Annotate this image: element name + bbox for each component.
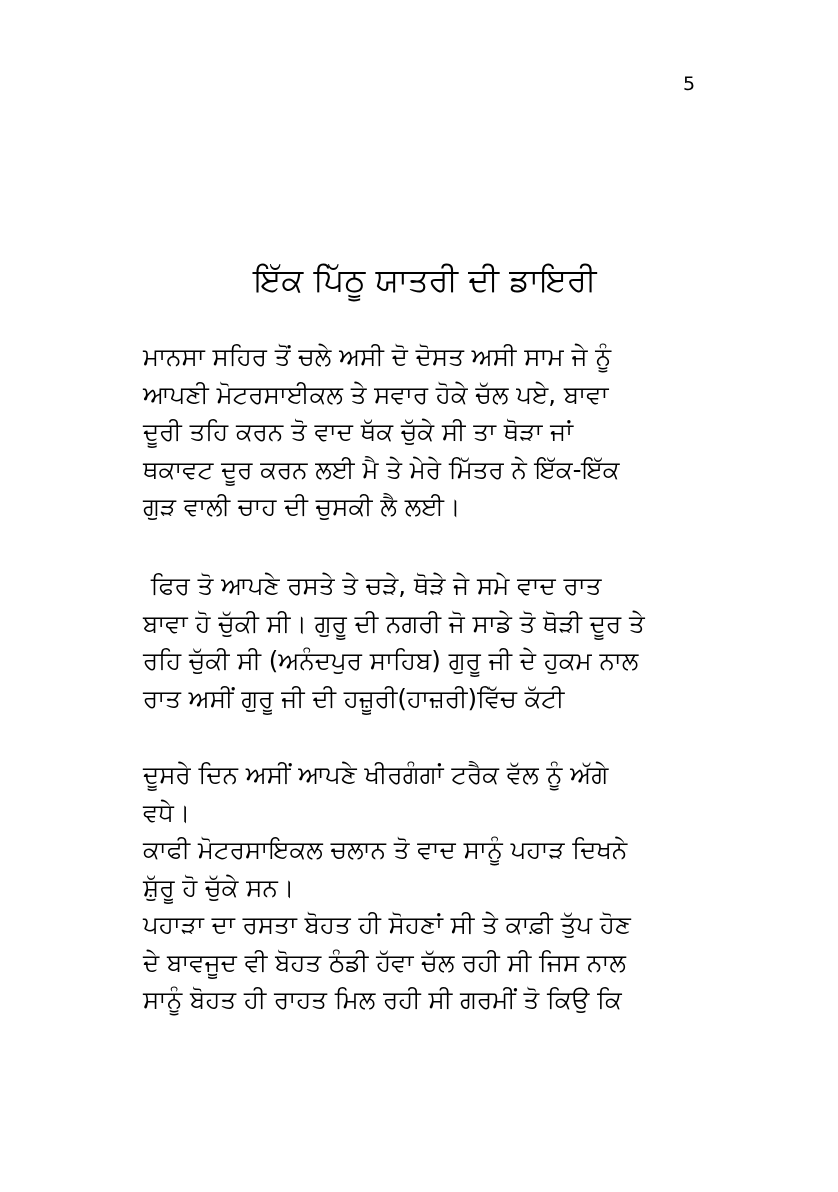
text-line: ਦੂਰੀ ਤਹਿ ਕਰਨ ਤੋ ਵਾਦ ਥੱਕ ਚੁੱਕੇ ਸੀ ਤਾ ਥੋੜਾ ਜਾਂ bbox=[143, 417, 574, 446]
text-line: ਸਾਨੂੰ ਬੋਹਤ ਹੀ ਰਾਹਤ ਮਿਲ ਰਹੀ ਸੀ ਗਰਮੀਂ ਤੋ ਕਿਉ ਕਿ bbox=[143, 985, 622, 1014]
text-line: ਸ਼ੁੱਰੂ ਹੋ ਚੁੱਕੇ ਸਨ। bbox=[143, 872, 295, 902]
page-number: 5 bbox=[683, 73, 696, 95]
text-line: ਫਿਰ ਤੋ ਆਪਣੇ ਰਸਤੇ ਤੇ ਚੜੇ, ਥੋੜੇ ਜੇ ਸਮੇ ਵਾਦ ਰਾਤ bbox=[143, 571, 602, 600]
text-line: ਥਕਾਵਟ ਦੂਰ ਕਰਨ ਲਈ ਮੈ ਤੇ ਮੇਰੇ ਮਿੱਤਰ ਨੇ ਇੱਕ-ਇੱਕ bbox=[143, 454, 620, 484]
text-line: ਰਾਤ ਅਸੀਂ ਗੁਰੂ ਜੀ ਦੀ ਹਜ਼ੂਰੀ(ਹਾਜ਼ਰੀ)ਵਿੱਚ ਕੱਟੀ bbox=[143, 683, 565, 713]
text-line: ਆਪਣੀ ਮੋਟਰਸਾਈਕਲ ਤੇ ਸਵਾਰ ਹੋਕੇ ਚੱਲ ਪਏ, ਬਾਵਾ bbox=[143, 379, 609, 409]
text-line: ਗੁੜ ਵਾਲੀ ਚਾਹ ਦੀ ਚੁਸਕੀ ਲੈ ਲਈ। bbox=[143, 492, 461, 521]
text-line: ਦੇ ਬਾਵਜੂਦ ਵੀ ਬੋਹਤ ਠੰਡੀ ਹੱਵਾ ਚੱਲ ਰਹੀ ਸੀ ਜਿਸ ਨਾਲ bbox=[143, 947, 626, 977]
text-line: ਦੂਸਰੇ ਦਿਨ ਅਸੀਂ ਆਪਣੇ ਖੀਰਗੰਗਾਂ ਟਰੈਕ ਵੱਲ ਨੂੰ ਅੱਗੇ bbox=[143, 760, 609, 789]
text-line: ਬਾਵਾ ਹੋ ਚੁੱਕੀ ਸੀ। ਗੁਰੂ ਦੀ ਨਗਰੀ ਜੋ ਸਾਡੇ ਤੋ ਥੋੜੀ ਦੂਰ ਤੇ bbox=[143, 608, 645, 638]
text-line: ਮਾਨਸਾ ਸਹਿਰ ਤੋਂ ਚਲੇ ਅਸੀ ਦੋ ਦੋਸਤ ਅਸੀ ਸਾਮ ਜੇ ਨੂੰ bbox=[143, 342, 612, 371]
text-line: ਕਾਫੀ ਮੋਟਰਸਾਇਕਲ ਚਲਾਨ ਤੋ ਵਾਦ ਸਾਨੂੰ ਪਹਾੜ ਦਿਖਨੇ bbox=[143, 835, 628, 864]
paragraph-2 bbox=[143, 567, 703, 717]
text-line: ਰਹਿ ਚੁੱਕੀ ਸੀ (ਅਨੰਦਪੁਰ ਸਾਹਿਬ) ਗੁਰੂ ਜੀ ਦੇ ਹੁਕਮ ਨਾਲ bbox=[143, 646, 639, 675]
text-line: ਵਧੇ। bbox=[143, 797, 191, 827]
text-line: ਪਹਾੜਾ ਦਾ ਰਸਤਾ ਬੋਹਤ ਹੀ ਸੋਹਣਾਂ ਸੀ ਤੇ ਕਾਫ਼ੀ ਤੁੱਪ ਹੋਣ bbox=[143, 910, 631, 939]
paragraph-1 bbox=[143, 338, 703, 526]
paragraph-3 bbox=[143, 756, 703, 1019]
page-title: ਇੱਕ ਪਿੱਠੂ ਯਾਤਰੀ ਦੀ ਡਾਇਰੀ bbox=[253, 261, 597, 299]
